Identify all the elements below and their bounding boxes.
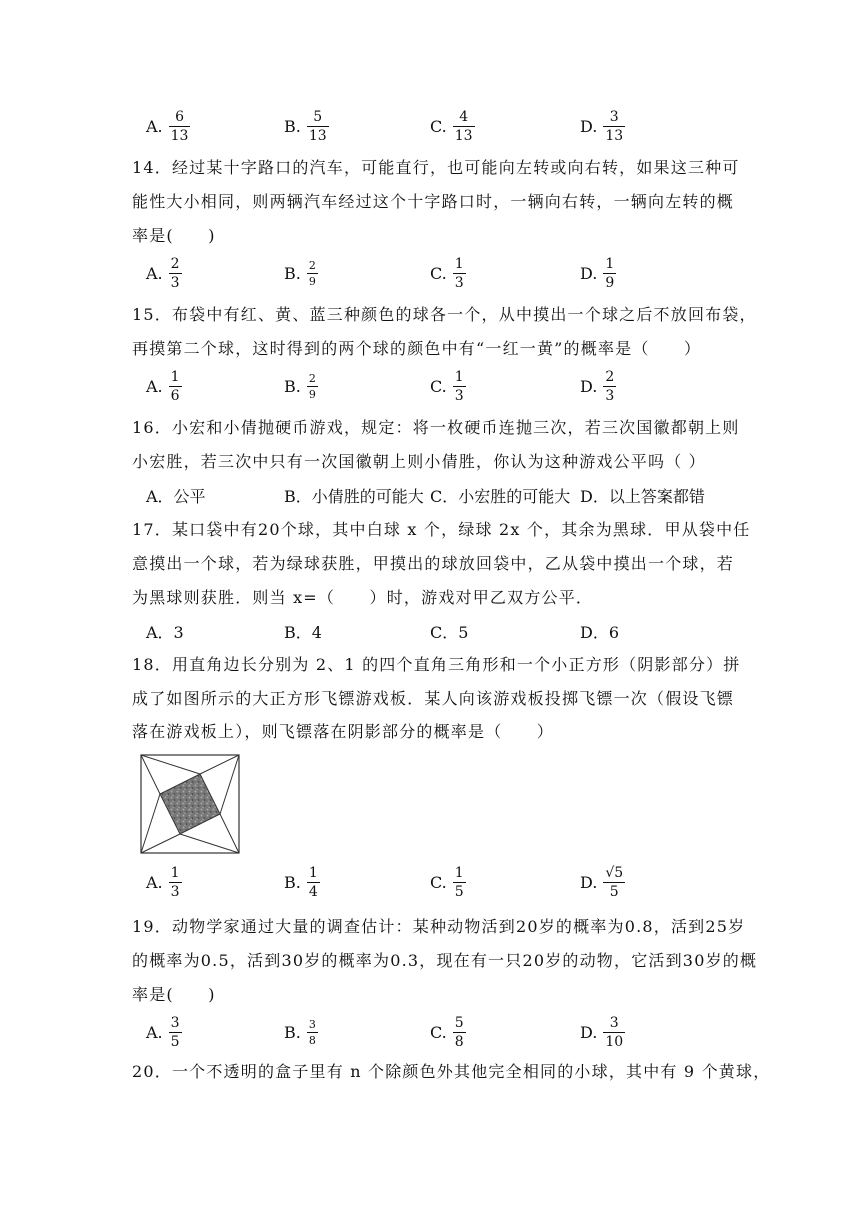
q18-option-d[interactable] — [580, 860, 625, 904]
numerator: 2 — [308, 371, 316, 385]
q16-option-b[interactable]: B．小倩胜的可能大 — [284, 487, 424, 506]
q13-option-c[interactable] — [430, 104, 475, 148]
denominator: 3 — [454, 387, 464, 404]
q16-option-c[interactable]: C．小宏胜的可能大 — [430, 487, 571, 506]
numerator: 5 — [454, 1014, 464, 1031]
denominator: 3 — [170, 274, 180, 291]
q18-option-c[interactable] — [430, 860, 466, 904]
numerator: 2 — [170, 255, 180, 272]
q14-text-line-3: 率是( ) — [132, 226, 216, 245]
denominator: 5 — [170, 1033, 180, 1050]
q15-text-line-2: 再摸第二个球，这时得到的两个球的颜色中有“一红一黄”的概率是（ ） — [132, 339, 702, 358]
q18-text-line-3: 落在游戏板上），则飞镖落在阴影部分的概率是（ ） — [132, 722, 555, 741]
q18-text-line-1: 18．用直角边长分别为 2、1 的四个直角三角形和一个小正方形（阴影部分）拼 — [132, 655, 741, 674]
q16-text-line-2: 小宏胜，若三次中只有一次国徽朝上则小倩胜，你认为这种游戏公平吗（ ） — [132, 452, 706, 471]
denominator: 13 — [605, 127, 624, 144]
q14-text-line-1: 14．经过某十字路口的汽车，可能直行，也可能向左转或向右转，如果这三种可 — [132, 158, 740, 177]
option-label: C. — [430, 263, 447, 283]
q18-options — [146, 860, 746, 904]
denominator: 8 — [454, 1033, 464, 1050]
option-label: A. — [146, 376, 163, 396]
option-label: B. — [284, 263, 301, 283]
denominator: 3 — [170, 883, 180, 900]
option-label: D. — [580, 376, 598, 396]
q13-option-b[interactable] — [284, 104, 329, 148]
option-label: D. — [580, 263, 598, 283]
numerator: 3 — [609, 1014, 619, 1031]
q19-text-line-2: 的概率为0.5，活到30岁的概率为0.3，现在有一只20岁的动物，它活到30岁的概 — [132, 951, 758, 970]
numerator: 1 — [605, 255, 615, 272]
option-label: D. — [580, 116, 598, 136]
numerator: 1 — [454, 368, 464, 385]
q16-text-line-1: 16．小宏和小倩抛硬币游戏，规定：将一枚硬币连抛三次，若三次国徽都朝上则 — [132, 418, 740, 437]
q14-text-line-2: 能性大小相同，则两辆汽车经过这个十字路口时，一辆向右转，一辆向左转的概 — [132, 192, 735, 211]
q14-option-b[interactable] — [284, 251, 318, 295]
option-label: B. — [284, 872, 301, 892]
option-label: A. — [146, 263, 163, 283]
numerator: 3 — [308, 1017, 316, 1031]
denominator: 13 — [170, 127, 189, 144]
option-label: C. — [430, 376, 447, 396]
option-label: B. — [284, 1022, 301, 1042]
option-label: A. — [146, 1022, 163, 1042]
denominator: 9 — [605, 274, 615, 291]
numerator: 1 — [308, 864, 318, 881]
numerator: 3 — [170, 1014, 180, 1031]
denominator: 9 — [308, 274, 316, 288]
numerator: 4 — [459, 108, 469, 125]
q17-text-line-2: 意摸出一个球，若为绿球获胜，甲摸出的球放回袋中，乙从袋中摸出一个球，若 — [132, 554, 735, 573]
q16-option-a[interactable]: A．公平 — [146, 487, 206, 506]
option-label: C. — [430, 116, 447, 136]
numerator: 1 — [454, 864, 464, 881]
denominator: 3 — [454, 274, 464, 291]
q19-option-b[interactable] — [284, 1010, 318, 1054]
q17-text-line-1: 17．某口袋中有20个球，其中白球 x 个，绿球 2x 个，其余为黑球．甲从袋中任 — [132, 520, 751, 539]
denominator: 6 — [170, 387, 180, 404]
q14-options — [146, 251, 746, 295]
q14-option-a[interactable] — [146, 251, 182, 295]
denominator: 8 — [308, 1033, 316, 1047]
numerator: √5 — [605, 864, 624, 881]
numerator: 2 — [308, 258, 316, 272]
q14-option-c[interactable] — [430, 251, 466, 295]
q15-options — [146, 364, 746, 408]
denominator: 13 — [454, 127, 473, 144]
q15-text-line-1: 15．布袋中有红、黄、蓝三种颜色的球各一个，从中摸出一个球之后不放回布袋， — [132, 305, 757, 324]
numerator: 1 — [170, 368, 180, 385]
option-label: A. — [146, 116, 163, 136]
denominator: 9 — [308, 387, 316, 401]
numerator: 5 — [313, 108, 323, 125]
q17-option-a[interactable]: A．3 — [146, 623, 184, 642]
numerator: 6 — [175, 108, 185, 125]
q15-option-d[interactable] — [580, 364, 616, 408]
dartboard-figure — [140, 754, 240, 858]
q20-text-line-1: 20．一个不透明的盒子里有 n 个除颜色外其他完全相同的小球，其中有 9 个黄球， — [132, 1062, 771, 1081]
q14-option-d[interactable] — [580, 251, 616, 295]
q19-text-line-1: 19．动物学家通过大量的调查估计：某种动物活到20岁的概率为0.8，活到25岁 — [132, 917, 746, 936]
denominator: 5 — [609, 883, 619, 900]
q13-option-d[interactable] — [580, 104, 625, 148]
option-label: B. — [284, 116, 301, 136]
denominator: 13 — [308, 127, 327, 144]
q17-option-b[interactable]: B．4 — [284, 623, 322, 642]
dartboard-diagram — [140, 754, 240, 854]
q13-option-a[interactable] — [146, 104, 190, 148]
option-label: B. — [284, 376, 301, 396]
q16-option-d[interactable]: D．以上答案都错 — [580, 487, 705, 506]
q18-text-line-2: 成了如图所示的大正方形飞镖游戏板．某人向该游戏板投掷飞镖一次（假设飞镖 — [132, 689, 735, 708]
q19-option-c[interactable] — [430, 1010, 466, 1054]
option-label: C. — [430, 1022, 447, 1042]
q19-options — [146, 1010, 746, 1054]
q15-option-a[interactable] — [146, 364, 182, 408]
option-label: A. — [146, 872, 163, 892]
denominator: 4 — [308, 883, 318, 900]
q15-option-b[interactable] — [284, 364, 318, 408]
q19-option-a[interactable] — [146, 1010, 182, 1054]
option-label: D. — [580, 1022, 598, 1042]
q19-option-d[interactable] — [580, 1010, 625, 1054]
q17-option-d[interactable]: D．6 — [580, 623, 620, 642]
option-label: C. — [430, 872, 447, 892]
q15-option-c[interactable] — [430, 364, 466, 408]
denominator: 5 — [454, 883, 464, 900]
option-label: D. — [580, 872, 598, 892]
denominator: 3 — [605, 387, 615, 404]
q18-option-a[interactable] — [146, 860, 182, 904]
q17-option-c[interactable]: C．5 — [430, 623, 469, 642]
numerator: 1 — [170, 864, 180, 881]
numerator: 1 — [454, 255, 464, 272]
numerator: 3 — [609, 108, 619, 125]
numerator: 2 — [605, 368, 615, 385]
q18-option-b[interactable] — [284, 860, 320, 904]
q13-options — [146, 104, 746, 148]
q19-text-line-3: 率是( ) — [132, 985, 216, 1004]
q17-text-line-3: 为黑球则获胜．则当 x=（ ）时，游戏对甲乙双方公平． — [132, 588, 594, 607]
denominator: 10 — [605, 1033, 624, 1050]
